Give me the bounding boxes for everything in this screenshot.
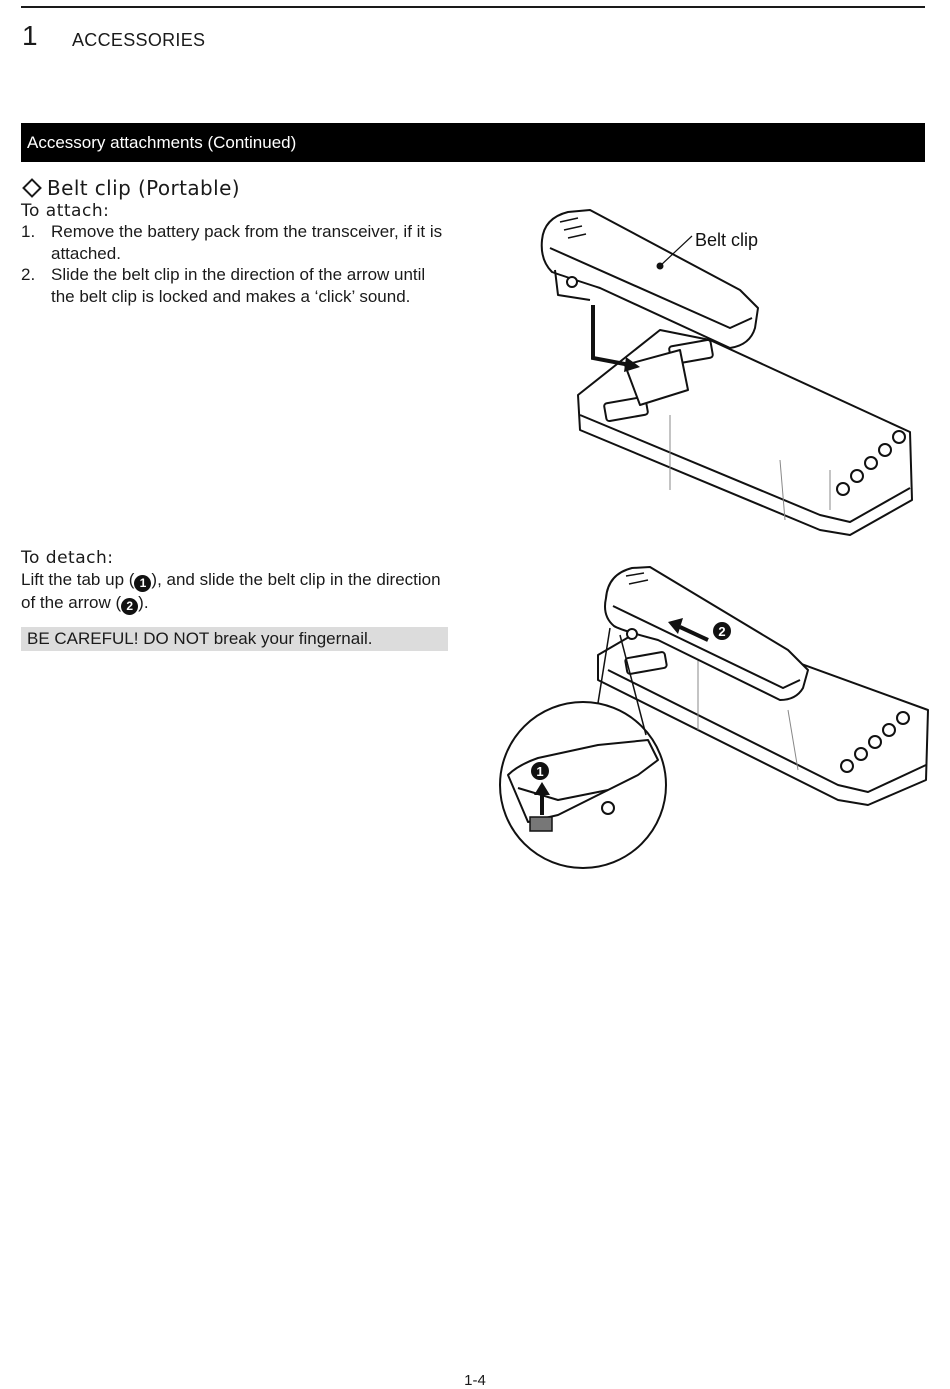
marker-1-icon: 1 (134, 575, 151, 592)
chapter-title: ACCESSORIES (72, 30, 206, 50)
page-number: 1-4 (464, 1372, 486, 1389)
svg-text:1: 1 (536, 764, 544, 779)
step-text: Remove the battery pack from the transceiver, if it is attached. (51, 222, 443, 263)
subsection-heading (21, 176, 240, 200)
subsection-title: Belt clip (Portable) (47, 176, 241, 200)
detach-instructions (21, 569, 451, 615)
svg-text:2: 2 (718, 624, 726, 639)
step-number: 2. (21, 265, 36, 284)
detach-text-part: ), and slide the belt clip in the direction of the arrow ( (21, 570, 441, 612)
detach-text-part: Lift the tab up ( (21, 570, 135, 589)
belt-clip-detach-illustration (498, 560, 938, 870)
caution-note: BE CAREFUL! DO NOT break your fingernail. (21, 627, 448, 651)
attach-steps (21, 221, 451, 307)
section-title-bar: Accessory attachments (Continued) (21, 123, 925, 162)
belt-clip-callout: Belt clip (695, 230, 759, 250)
diamond-icon (22, 178, 42, 198)
step-number: 1. (21, 222, 36, 241)
attach-heading: To attach: (21, 201, 110, 221)
detach-text-part: ). (138, 593, 149, 612)
list-item (21, 221, 451, 264)
step-text: Slide the belt clip in the direction of the arrow until the belt clip is locked and makes a ‘click’ sound. (51, 265, 426, 306)
list-item (21, 264, 451, 307)
top-rule (21, 6, 925, 8)
arrow-icon (593, 305, 630, 365)
belt-clip-attach-illustration (530, 200, 930, 545)
marker-2-icon: 2 (121, 598, 138, 615)
detach-heading: To detach: (21, 548, 114, 568)
chapter-number: 1 (22, 20, 38, 51)
